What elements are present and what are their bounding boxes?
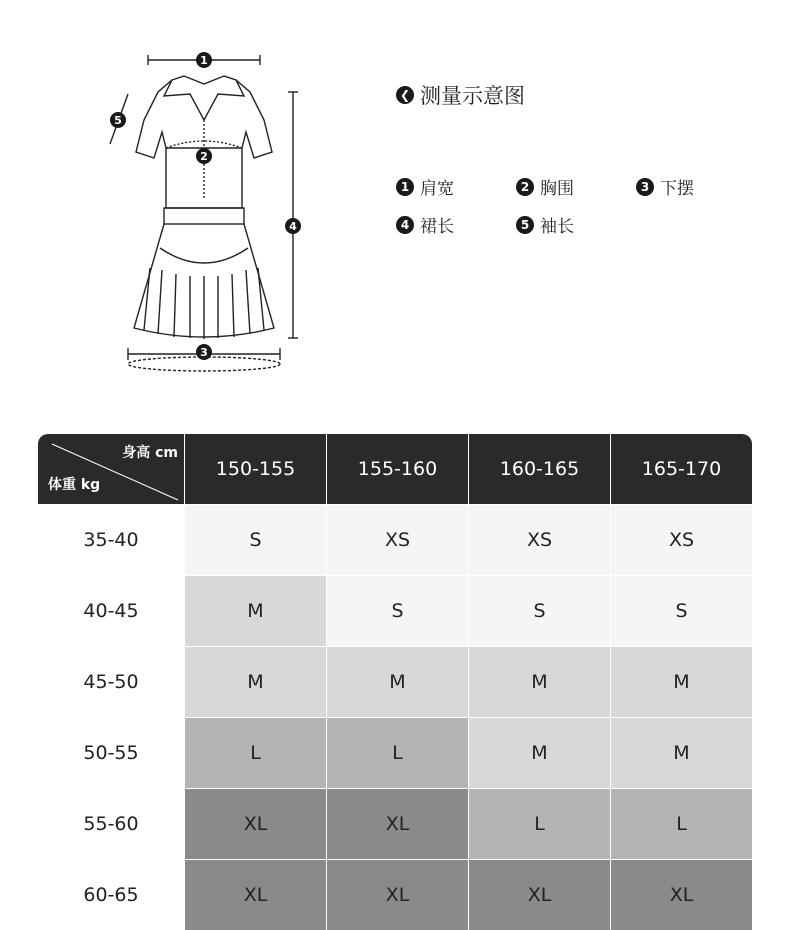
garment-diagram (100, 48, 310, 378)
legend-label: 袖长 (540, 217, 574, 237)
size-cell: XL (326, 859, 468, 930)
size-cell: S (326, 575, 468, 646)
size-cell: XS (610, 504, 752, 575)
legend-item-chest (516, 174, 574, 199)
legend-item-hem (636, 174, 694, 199)
table-row (38, 504, 752, 575)
size-cell: M (468, 717, 610, 788)
size-cell: XL (184, 788, 326, 859)
size-cell: L (468, 788, 610, 859)
legend-title (396, 80, 525, 110)
legend-label: 胸围 (540, 179, 574, 199)
left-arrow-circle-icon: ❮ (396, 86, 414, 104)
size-cell: XS (468, 504, 610, 575)
size-cell: S (468, 575, 610, 646)
marker-3: 3 (200, 346, 208, 359)
number-2-icon: 2 (516, 178, 534, 196)
table-row (38, 788, 752, 859)
legend-item-sleeve-length (516, 212, 574, 237)
size-cell: XL (184, 859, 326, 930)
size-cell: S (610, 575, 752, 646)
size-cell: M (184, 575, 326, 646)
marker-5: 5 (114, 114, 122, 127)
table-corner-cell (38, 434, 184, 504)
marker-1: 1 (200, 54, 208, 67)
table-row (38, 859, 752, 930)
size-cell: M (610, 717, 752, 788)
number-1-icon: 1 (396, 178, 414, 196)
number-4-icon: 4 (396, 216, 414, 234)
table-row (38, 575, 752, 646)
weight-cell: 60-65 (38, 859, 184, 930)
size-cell: L (326, 717, 468, 788)
table-row (38, 717, 752, 788)
waistband (164, 208, 244, 224)
size-cell: M (184, 646, 326, 717)
weight-axis-label: 体重 kg (48, 477, 101, 493)
number-3-icon: 3 (636, 178, 654, 196)
size-cell: L (184, 717, 326, 788)
column-header: 155-160 (326, 434, 468, 504)
size-cell: XL (468, 859, 610, 930)
legend-item-skirt-length (396, 212, 454, 237)
legend-label: 裙长 (420, 217, 454, 237)
size-cell: S (184, 504, 326, 575)
size-cell: L (610, 788, 752, 859)
column-header: 160-165 (468, 434, 610, 504)
size-cell: M (610, 646, 752, 717)
table-header-row (38, 434, 752, 504)
legend-label: 肩宽 (420, 179, 454, 199)
weight-cell: 40-45 (38, 575, 184, 646)
size-cell: M (326, 646, 468, 717)
table-body (38, 504, 752, 930)
size-cell: M (468, 646, 610, 717)
collar (164, 76, 244, 120)
column-header: 165-170 (610, 434, 752, 504)
number-5-icon: 5 (516, 216, 534, 234)
weight-cell: 50-55 (38, 717, 184, 788)
size-table (38, 434, 752, 930)
weight-cell: 45-50 (38, 646, 184, 717)
size-cell: XL (326, 788, 468, 859)
weight-cell: 35-40 (38, 504, 184, 575)
weight-cell: 55-60 (38, 788, 184, 859)
size-cell: XS (326, 504, 468, 575)
marker-4: 4 (289, 220, 297, 233)
height-axis-label: 身高 cm (122, 445, 178, 461)
legend-title-text: 测量示意图 (420, 84, 525, 108)
legend-label: 下摆 (660, 179, 694, 199)
column-header: 150-155 (184, 434, 326, 504)
marker-2: 2 (200, 150, 208, 163)
legend-item-shoulder (396, 174, 454, 199)
table-row (38, 646, 752, 717)
size-cell: XL (610, 859, 752, 930)
